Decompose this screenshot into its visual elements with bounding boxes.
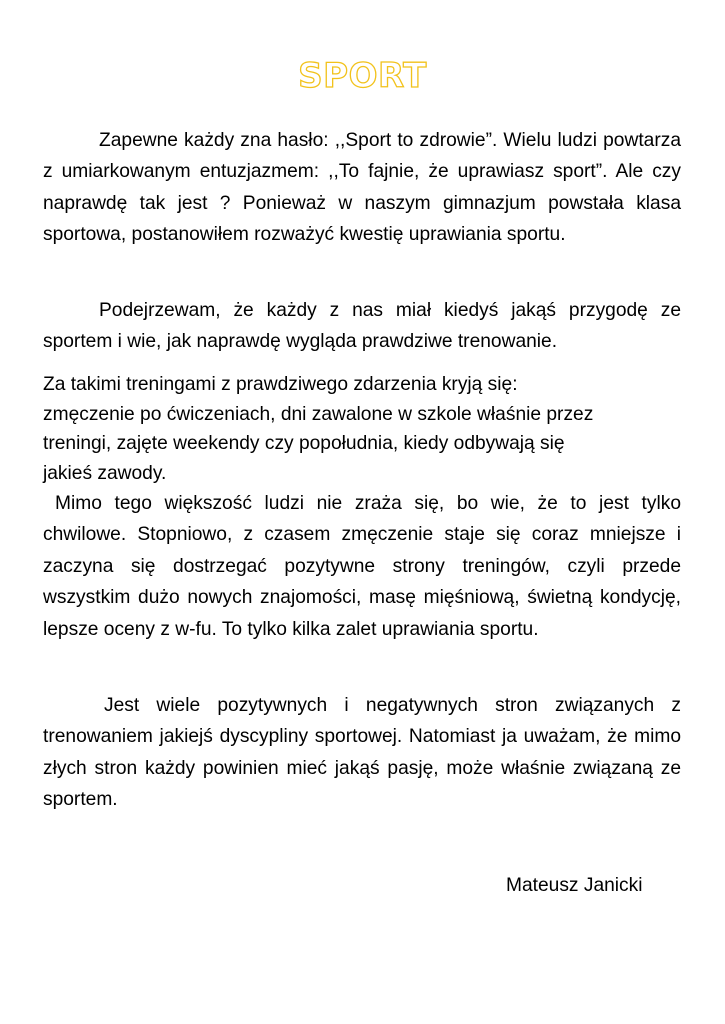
document-title: SPORT — [298, 56, 427, 96]
paragraph-conclusion: Jest wiele pozytywnych i negatywnych stron związanych z trenowaniem jakiejś dyscypliny sportowej. Natomiast ja uważam, że mimo złych stron każdy powinien mieć jakąś pasję, może właśnie związaną ze sportem. — [43, 695, 681, 811]
paragraph-benefits: Mimo tego większość ludzi nie zraża się, bo wie, że to jest tylko chwilowe. Stopniowo, z czasem zmęczenie staje się coraz mniejsze i zaczyna się dostrzegać pozytywne strony treningów, czyli przede wszystkim dużo nowych znajomości, masę mięśniową, świetną kondycję, lepsze oceny z w-fu. To tylko kilka zalet uprawiania sportu. — [43, 493, 681, 640]
paragraph-trainings — [43, 370, 681, 488]
paragraph-trainings-line: Za takimi treningami z prawdziwego zdarzenia kryją się: — [43, 374, 518, 395]
paragraph-trainings-line: jakieś zawody. — [43, 462, 167, 484]
author-signature: Mateusz Janicki — [506, 875, 643, 896]
paragraph-adventure: Podejrzewam, że każdy z nas miał kiedyś jakąś przygodę ze sportem i wie, jak naprawdę wygląda prawdziwe trenowanie. — [43, 300, 681, 353]
paragraph-trainings-line: treningi, zajęte weekendy czy popołudnia, kiedy odbywają się — [43, 433, 565, 454]
paragraph-intro: Zapewne każdy zna hasło: ,,Sport to zdrowie”. Wielu ludzi powtarza z umiarkowanym entuzjazmem: ,,To fajnie, że uprawiasz sport”. Ale czy naprawdę tak jest ? Ponieważ w naszym gimnazjum powstała klasa sportowa, postanowiłem rozważyć kwestię uprawiania sportu. — [43, 130, 681, 246]
paragraph-trainings-line: zmęczenie po ćwiczeniach, dni zawalone w szkole właśnie przez — [43, 403, 594, 425]
